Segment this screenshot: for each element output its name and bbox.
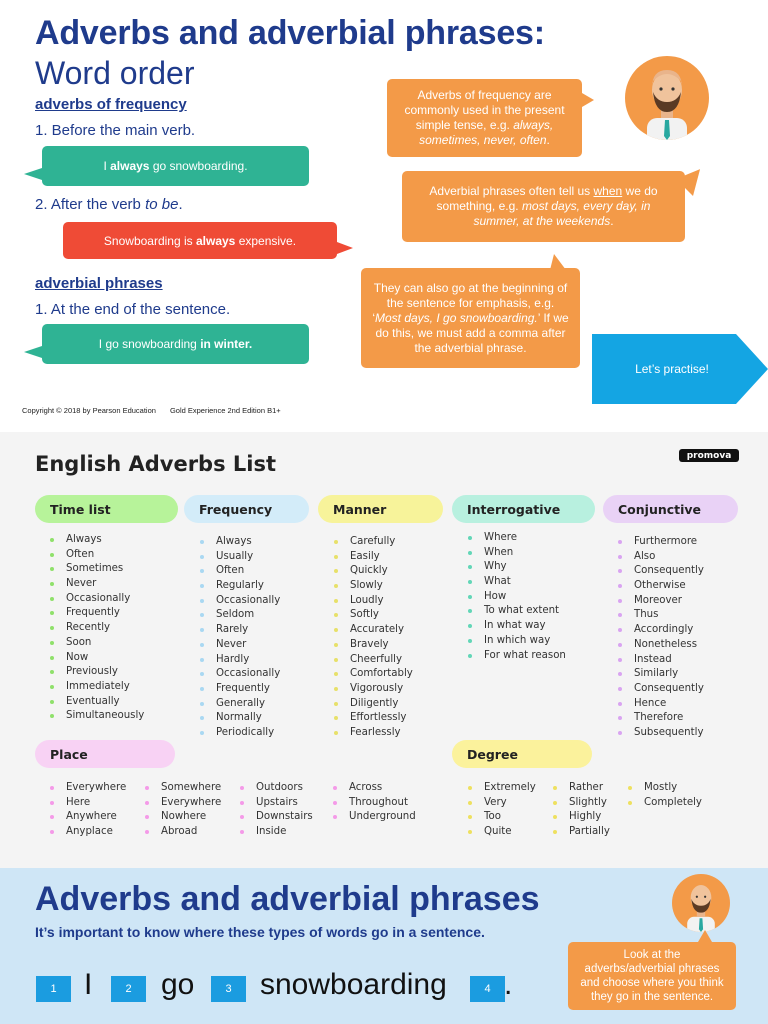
- example-bubble-always-go: I always go snowboarding.: [42, 146, 309, 186]
- adverb-item: Somewhere: [145, 781, 221, 796]
- adverb-item: Frequently: [200, 682, 280, 697]
- exercise-title: Adverbs and adverbial phrases: [35, 880, 540, 918]
- adverb-item: Also: [618, 550, 704, 565]
- adverb-item: Normally: [200, 711, 280, 726]
- adverb-item: Everywhere: [50, 781, 126, 796]
- adverb-item: Often: [200, 564, 280, 579]
- pill-place: Place: [35, 740, 175, 768]
- adverb-item: Never: [50, 577, 144, 592]
- adverb-item: Very: [468, 796, 536, 811]
- frequency-rule-2: 2. After the verb to be.: [35, 196, 183, 213]
- adverb-item: Anywhere: [50, 810, 126, 825]
- adverb-item: Hence: [618, 697, 704, 712]
- adverb-item: Rather: [553, 781, 610, 796]
- adverb-item: Usually: [200, 550, 280, 565]
- manner-items: [334, 535, 413, 741]
- adverb-item: Regularly: [200, 579, 280, 594]
- adverb-item: In what way: [468, 619, 566, 634]
- adverb-item: Instead: [618, 653, 704, 668]
- adverb-item: What: [468, 575, 566, 590]
- adverb-item: Generally: [200, 697, 280, 712]
- exercise-subtitle: It’s important to know where these types of words go in a sentence.: [35, 924, 485, 940]
- adverb-item: Abroad: [145, 825, 221, 840]
- word-go: go: [161, 968, 195, 1001]
- adverb-item: Consequently: [618, 564, 704, 579]
- teacher-avatar-small-icon: [672, 874, 730, 932]
- adverb-item: Softly: [334, 608, 413, 623]
- adverb-item: Easily: [334, 550, 413, 565]
- pill-conjunctive: Conjunctive: [603, 495, 738, 523]
- adverb-item: Slowly: [334, 579, 413, 594]
- frequency-rule-1: 1. Before the main verb.: [35, 122, 196, 139]
- adverb-item: Occasionally: [200, 594, 280, 609]
- adverb-item: Now: [50, 651, 144, 666]
- adverb-item: Accordingly: [618, 623, 704, 638]
- time-list-items: [50, 533, 144, 724]
- adverb-item: Always: [200, 535, 280, 550]
- slot-3[interactable]: 3: [211, 976, 246, 1002]
- adverb-item: Upstairs: [240, 796, 313, 811]
- adverb-item: Here: [50, 796, 126, 811]
- adverb-item: Across: [333, 781, 416, 796]
- slot-2[interactable]: 2: [111, 976, 146, 1002]
- example-bubble-in-winter: I go snowboarding in winter.: [42, 324, 309, 364]
- place-items-col-1: [50, 781, 126, 840]
- adverbs-list-title: English Adverbs List: [35, 452, 277, 476]
- adverb-item: Underground: [333, 810, 416, 825]
- exercise-slide: [0, 868, 768, 1024]
- adverb-item: Carefully: [334, 535, 413, 550]
- adverb-item: Quickly: [334, 564, 413, 579]
- adverb-item: Vigorously: [334, 682, 413, 697]
- phrases-heading: adverbial phrases: [35, 275, 163, 292]
- teacher-avatar-small: [672, 874, 730, 932]
- adverb-item: Immediately: [50, 680, 144, 695]
- lets-practise-button[interactable]: [592, 334, 768, 404]
- adverb-item: Eventually: [50, 695, 144, 710]
- place-items-col-3: [240, 781, 313, 840]
- place-items-col-4: [333, 781, 416, 825]
- adverb-item: Rarely: [200, 623, 280, 638]
- word-order-slide: [0, 0, 768, 432]
- pill-manner: Manner: [318, 495, 443, 523]
- adverb-item: Recently: [50, 621, 144, 636]
- interrogative-items: [468, 531, 566, 663]
- adverb-item: Subsequently: [618, 726, 704, 741]
- adverb-item: Always: [50, 533, 144, 548]
- adverb-item: Consequently: [618, 682, 704, 697]
- adverb-item: Occasionally: [200, 667, 280, 682]
- adverb-item: Highly: [553, 810, 610, 825]
- adverb-item: Sometimes: [50, 562, 144, 577]
- adverb-item: Similarly: [618, 667, 704, 682]
- adverb-item: Fearlessly: [334, 726, 413, 741]
- frequency-heading: adverbs of frequency: [35, 96, 187, 113]
- brand-logo: promova: [679, 449, 739, 462]
- adverb-item: Throughout: [333, 796, 416, 811]
- adverb-item: Periodically: [200, 726, 280, 741]
- adverb-item: Too: [468, 810, 536, 825]
- adverb-item: Quite: [468, 825, 536, 840]
- degree-items-col-3: [628, 781, 702, 810]
- adverb-item: Completely: [628, 796, 702, 811]
- adverb-item: Furthermore: [618, 535, 704, 550]
- adverbs-list-panel: [0, 432, 768, 868]
- adverb-item: Moreover: [618, 594, 704, 609]
- lets-practise-label: Let’s practise!: [635, 362, 709, 376]
- adverb-item: Soon: [50, 636, 144, 651]
- slot-4[interactable]: 4: [470, 976, 505, 1002]
- adverb-item: Extremely: [468, 781, 536, 796]
- adverb-item: Anyplace: [50, 825, 126, 840]
- copyright-line: Copyright © 2018 by Pearson Education Gold Experience 2nd Edition B1+: [22, 406, 281, 415]
- word-snowboarding: snowboarding: [260, 968, 447, 1001]
- adverb-item: How: [468, 590, 566, 605]
- slot-1[interactable]: 1: [36, 976, 71, 1002]
- adverb-item: Therefore: [618, 711, 704, 726]
- adverb-item: Frequently: [50, 606, 144, 621]
- adverb-item: Often: [50, 548, 144, 563]
- adverb-item: Loudly: [334, 594, 413, 609]
- adverb-item: Hardly: [200, 653, 280, 668]
- adverb-item: Diligently: [334, 697, 413, 712]
- slide-subtitle: Word order: [35, 55, 195, 91]
- pill-degree: Degree: [452, 740, 592, 768]
- word-full-stop: .: [504, 968, 513, 1001]
- note-adverbial-when: Adverbial phrases often tell us when we do something, e.g. most days, every day, in summer, at the weekends.: [402, 171, 685, 242]
- slide-title: Adverbs and adverbial phrases:: [35, 14, 545, 52]
- adverb-item: Effortlessly: [334, 711, 413, 726]
- example-bubble-always-expensive: Snowboarding is always expensive.: [63, 222, 337, 259]
- note-frequency-tense: Adverbs of frequency are commonly used in the present simple tense, e.g. always, sometimes, never, often.: [387, 79, 582, 157]
- degree-items-col-1: [468, 781, 536, 840]
- adverb-item: Comfortably: [334, 667, 413, 682]
- adverb-item: Occasionally: [50, 592, 144, 607]
- adverb-item: Nowhere: [145, 810, 221, 825]
- frequency-items: [200, 535, 280, 741]
- adverb-item: Simultaneously: [50, 709, 144, 724]
- adverb-item: Slightly: [553, 796, 610, 811]
- note-emphasis-comma: They can also go at the beginning of the sentence for emphasis, e.g. ‘Most days, I go snowboarding.’ If we do this, we must add a comma after the adverbial phrase.: [361, 268, 580, 368]
- adverb-item: Everywhere: [145, 796, 221, 811]
- adverb-item: Nonetheless: [618, 638, 704, 653]
- conjunctive-items: [618, 535, 704, 741]
- adverb-item: To what extent: [468, 604, 566, 619]
- adverb-item: Accurately: [334, 623, 413, 638]
- word-i: I: [84, 968, 93, 1001]
- adverb-item: Partially: [553, 825, 610, 840]
- adverb-item: Thus: [618, 608, 704, 623]
- place-items-col-2: [145, 781, 221, 840]
- adverb-item: Previously: [50, 665, 144, 680]
- adverb-item: Never: [200, 638, 280, 653]
- adverb-item: Inside: [240, 825, 313, 840]
- pill-frequency: Frequency: [184, 495, 309, 523]
- pill-time-list: Time list: [35, 495, 178, 523]
- phrases-rule-1: 1. At the end of the sentence.: [35, 301, 231, 318]
- degree-items-col-2: [553, 781, 610, 840]
- adverb-item: Downstairs: [240, 810, 313, 825]
- adverb-item: Mostly: [628, 781, 702, 796]
- adverb-item: Seldom: [200, 608, 280, 623]
- pill-interrogative: Interrogative: [452, 495, 595, 523]
- adverb-item: In which way: [468, 634, 566, 649]
- adverb-item: Bravely: [334, 638, 413, 653]
- adverb-item: For what reason: [468, 649, 566, 664]
- adverb-item: Otherwise: [618, 579, 704, 594]
- teacher-avatar: [625, 56, 709, 140]
- adverb-item: Where: [468, 531, 566, 546]
- adverb-item: When: [468, 546, 566, 561]
- exercise-instruction-note: Look at the adverbs/adverbial phrases and choose where you think they go in the sentence.: [568, 942, 736, 1010]
- adverb-item: Cheerfully: [334, 653, 413, 668]
- adverb-item: Outdoors: [240, 781, 313, 796]
- teacher-avatar-icon: [625, 56, 709, 140]
- adverb-item: Why: [468, 560, 566, 575]
